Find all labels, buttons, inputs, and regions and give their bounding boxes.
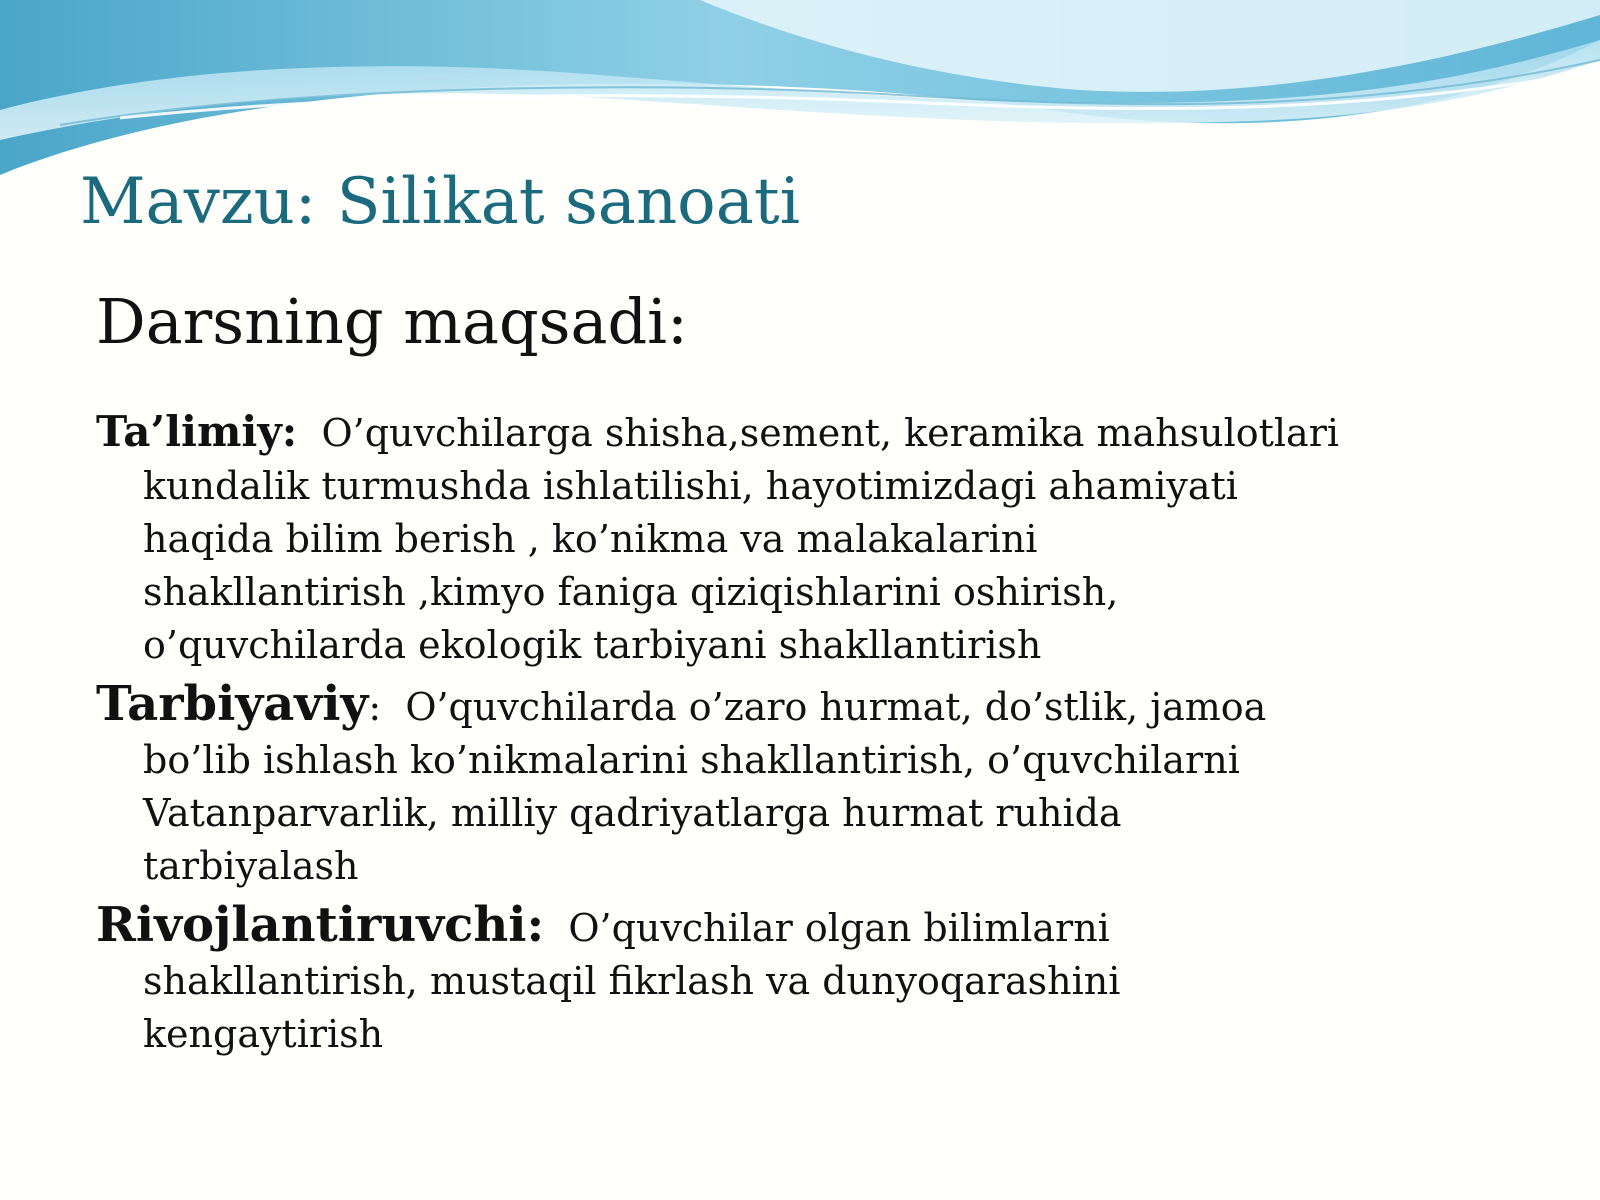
- section-tarbiyaviy: [96, 678, 1536, 893]
- section-line: kengaytirish: [143, 1012, 384, 1056]
- section-line: O’quvchilarga shisha,sement, keramika mahsulotlari: [321, 411, 1340, 455]
- section-line: O’quvchilarda o’zaro hurmat, do’stlik, jamoa: [405, 685, 1267, 729]
- section-label-tarbiyaviy: Tarbiyaviy: [96, 676, 369, 732]
- section-line: tarbiyalash: [143, 844, 359, 888]
- slide-subtitle: Darsning maqsadi:: [96, 285, 688, 358]
- section-line: shakllantirish ,kimyo faniga qiziqishlarini oshirish,: [143, 570, 1119, 614]
- section-line: Vatanparvarlik, milliy qadriyatlarga hurmat ruhida: [143, 791, 1122, 835]
- section-line: kundalik turmushda ishlatilishi, hayotimizdagi ahamiyati: [143, 464, 1238, 508]
- section-label-rivojlantiruvchi: Rivojlantiruvchi:: [96, 897, 545, 953]
- section-line: O’quvchilar olgan bilimlarni: [568, 906, 1110, 950]
- section-label-suffix: :: [368, 685, 382, 729]
- section-line: haqida bilim berish , ko’nikma va malakalarini: [143, 517, 1038, 561]
- section-label-talimiy: Ta’limiy:: [96, 407, 298, 456]
- section-talimiy: [96, 405, 1536, 672]
- section-line: shakllantirish, mustaqil fikrlash va dunyoqarashini: [143, 959, 1121, 1003]
- section-line: o’quvchilarda ekologik tarbiyani shakllantirish: [143, 623, 1042, 667]
- section-rivojlantiruvchi: [96, 899, 1536, 1061]
- slide-title: Mavzu: Silikat sanoati: [80, 165, 801, 239]
- section-line: bo’lib ishlash ko’nikmalarini shakllantirish, o’quvchilarni: [143, 738, 1240, 782]
- slide-body: [96, 405, 1536, 1067]
